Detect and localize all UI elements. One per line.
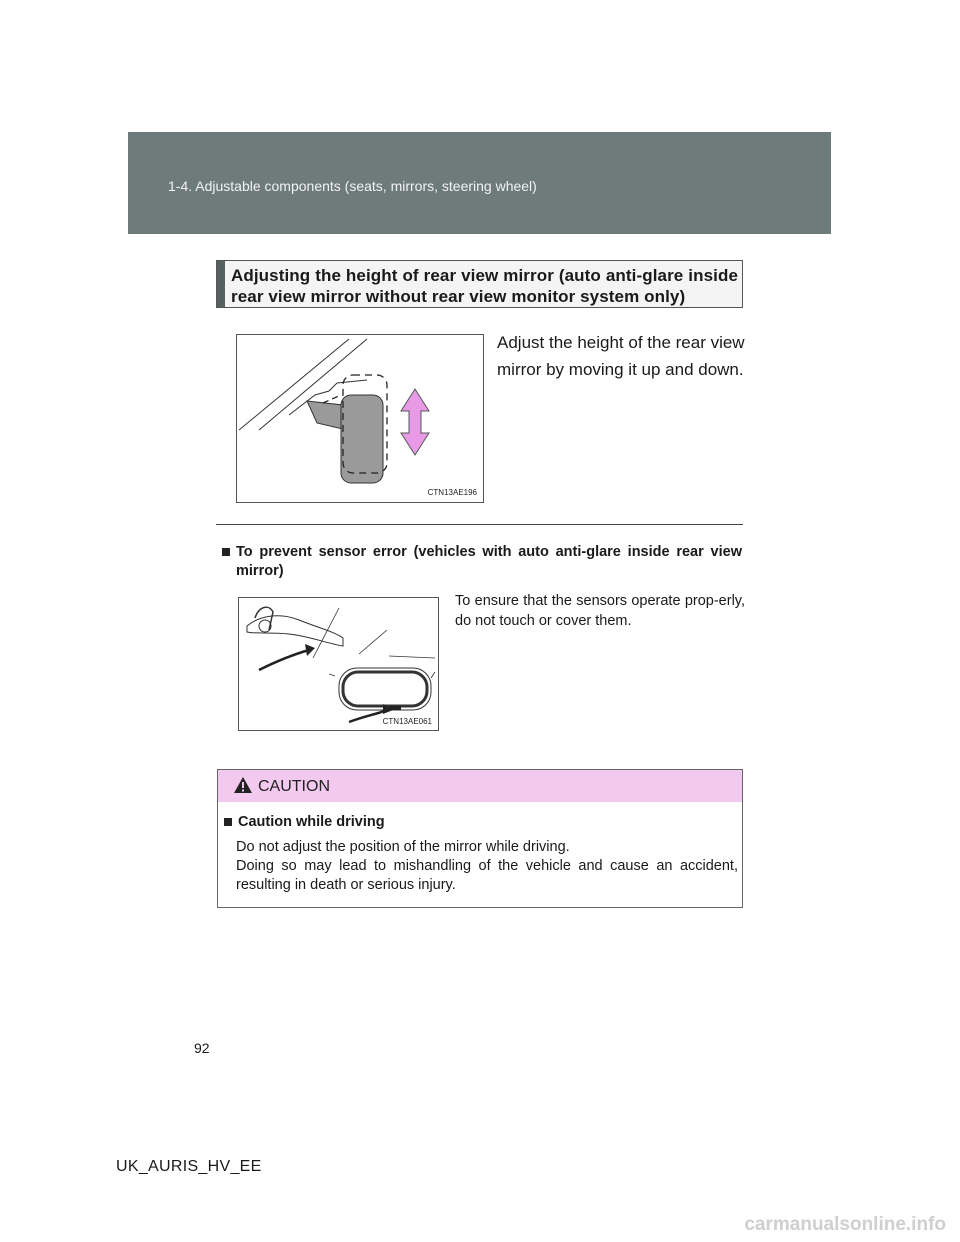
section-heading (216, 260, 743, 308)
page-number: 92 (194, 1040, 210, 1056)
caution-body-line: Doing so may lead to mishandling of the vehicle and cause an accident, resulting in death or serious injury. (236, 858, 738, 893)
section-heading-text: Adjusting the height of rear view mirror (auto anti-glare inside rear view mirror without rear view monitor system only) (231, 266, 738, 306)
caution-box (217, 769, 743, 908)
caution-header (218, 770, 742, 802)
caution-subheading (224, 814, 385, 830)
mirror-height-illustration (236, 334, 484, 503)
mirror-sensor-drawing (239, 598, 438, 730)
sensor-note-heading (222, 543, 742, 581)
caution-body-line: Do not adjust the position of the mirror while driving. (236, 839, 570, 855)
section-instruction-text: Adjust the height of the rear view mirror by moving it up and down. (497, 333, 745, 379)
caution-title: CAUTION (258, 778, 330, 795)
mirror-sensor-illustration (238, 597, 439, 731)
sensor-note-heading-text: To prevent sensor error (vehicles with auto anti-glare inside rear view mirror) (236, 544, 742, 579)
document-id: UK_AURIS_HV_EE (116, 1158, 262, 1175)
warning-triangle-icon (233, 776, 253, 794)
mirror-height-drawing (237, 335, 483, 502)
section-divider (216, 524, 743, 525)
sensor-note-text: To ensure that the sensors operate prop-erly, do not touch or cover them. (455, 593, 745, 629)
caution-body (236, 838, 738, 895)
bullet-square-icon (224, 818, 232, 826)
chapter-header-title: 1-4. Adjustable components (seats, mirrors, steering wheel) (168, 178, 537, 194)
figure-code: CTN13AE061 (382, 717, 432, 726)
watermark: carmanualsonline.info (744, 1214, 946, 1235)
heading-accent-bar (217, 261, 225, 307)
caution-subheading-text: Caution while driving (238, 814, 385, 830)
bullet-square-icon (222, 548, 230, 556)
figure-code: CTN13AE196 (427, 488, 477, 497)
